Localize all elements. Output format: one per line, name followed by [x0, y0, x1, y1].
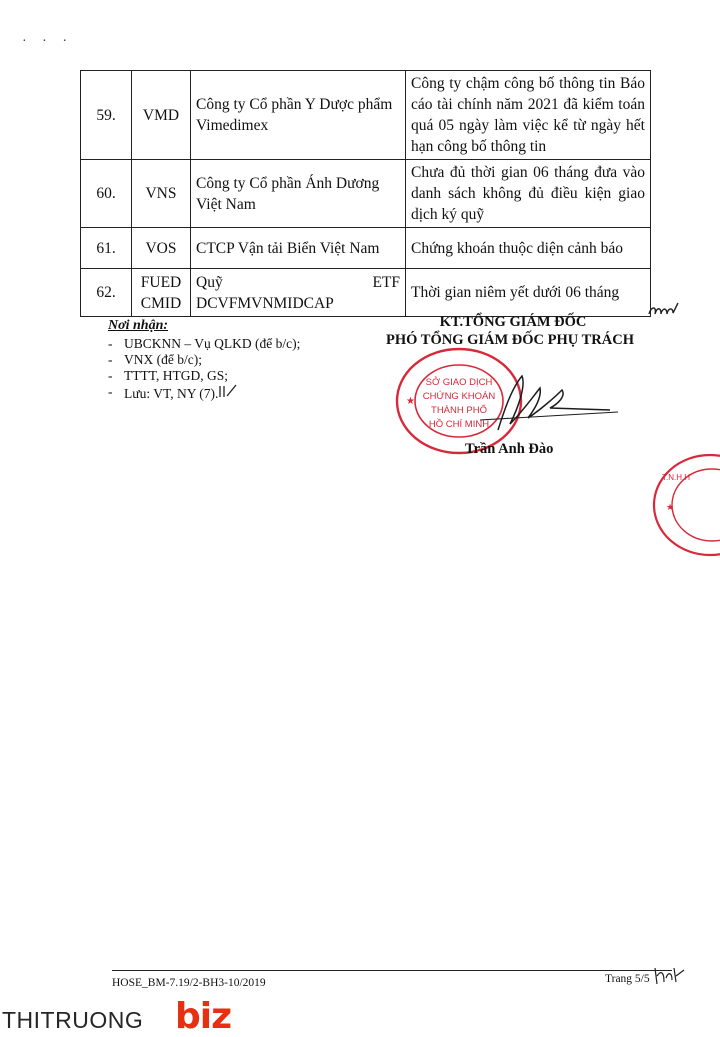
company-name: Công ty Cổ phần Y Dược phẩm Vimedimex	[191, 71, 406, 160]
reason-text: Công ty chậm công bố thông tin Báo cáo tài chính năm 2021 đã kiểm toán quá 05 ngày làm việc kể từ ngày hết hạn công bố thông tin	[406, 71, 651, 160]
list-item: - VNX (để b/c);	[108, 352, 300, 368]
stock-code: VOS	[132, 228, 191, 269]
watermark-text: THITRUONG	[2, 1007, 144, 1033]
svg-text:★: ★	[406, 396, 415, 407]
company-name-part: DCVFMVNMIDCAP	[196, 294, 334, 312]
row-number: 60.	[81, 160, 132, 228]
table-row	[81, 269, 651, 317]
reason-text: Chứng khoán thuộc diện cảnh báo	[406, 228, 651, 269]
list-item: - UBCKNN – Vụ QLKD (để b/c);	[108, 336, 300, 352]
company-name-part: Quỹ	[196, 273, 223, 291]
row-number: 62.	[81, 269, 132, 317]
list-item: - Lưu: VT, NY (7).	[108, 384, 300, 402]
list-item: - TTTT, HTGD, GS;	[108, 368, 300, 384]
watermark-logo	[0, 996, 260, 1037]
stock-code: VNS	[132, 160, 191, 228]
stock-code	[132, 269, 191, 317]
table-row	[81, 160, 651, 228]
seal-fragment	[640, 450, 720, 560]
recipients-block	[108, 318, 300, 402]
company-name	[191, 269, 406, 317]
handwritten-initial	[652, 964, 686, 986]
stock-list-table	[80, 70, 651, 317]
handwritten-initial	[645, 298, 681, 324]
company-name: CTCP Vận tải Biển Việt Nam	[191, 228, 406, 269]
recipients-title: Nơi nhận:	[108, 318, 169, 333]
page-number: Trang 5/5	[605, 973, 650, 985]
stock-code-line: FUED	[140, 273, 182, 291]
svg-text:THÀNH PHỐ: THÀNH PHỐ	[431, 405, 487, 416]
svg-text:CHỨNG KHOÁN: CHỨNG KHOÁN	[422, 391, 496, 402]
svg-text:★: ★	[666, 502, 675, 512]
company-name: Công ty Cổ phần Ánh Dương Việt Nam	[191, 160, 406, 228]
signature-title: PHÓ TỔNG GIÁM ĐỐC PHỤ TRÁCH	[386, 332, 634, 348]
reason-text: Thời gian niêm yết dưới 06 tháng	[406, 269, 651, 317]
row-number: 61.	[81, 228, 132, 269]
scan-marks: · · ·	[22, 34, 73, 49]
table-row	[81, 228, 651, 269]
stock-code-line: CMID	[140, 294, 182, 312]
footer-rule	[112, 970, 672, 971]
signature-title: KT.TỔNG GIÁM ĐỐC	[439, 314, 587, 330]
watermark-brand: biz	[175, 996, 232, 1037]
svg-text:HỒ CHÍ MINH: HỒ CHÍ MINH	[428, 419, 490, 430]
handwritten-mark	[218, 384, 238, 398]
svg-text:T.N.H.H: T.N.H.H	[662, 473, 690, 482]
handwritten-signature	[470, 368, 620, 438]
svg-text:SỞ GIAO DỊCH: SỞ GIAO DỊCH	[425, 377, 493, 388]
row-number: 59.	[81, 71, 132, 160]
stock-code: VMD	[132, 71, 191, 160]
form-code: HOSE_BM-7.19/2-BH3-10/2019	[112, 977, 266, 989]
table-row	[81, 71, 651, 160]
company-name-part: ETF	[372, 273, 400, 291]
reason-text: Chưa đủ thời gian 06 tháng đưa vào danh sách không đủ điều kiện giao dịch ký quỹ	[406, 160, 651, 228]
signer-name: Trần Anh Đào	[465, 441, 554, 457]
recipients-list	[108, 336, 300, 402]
